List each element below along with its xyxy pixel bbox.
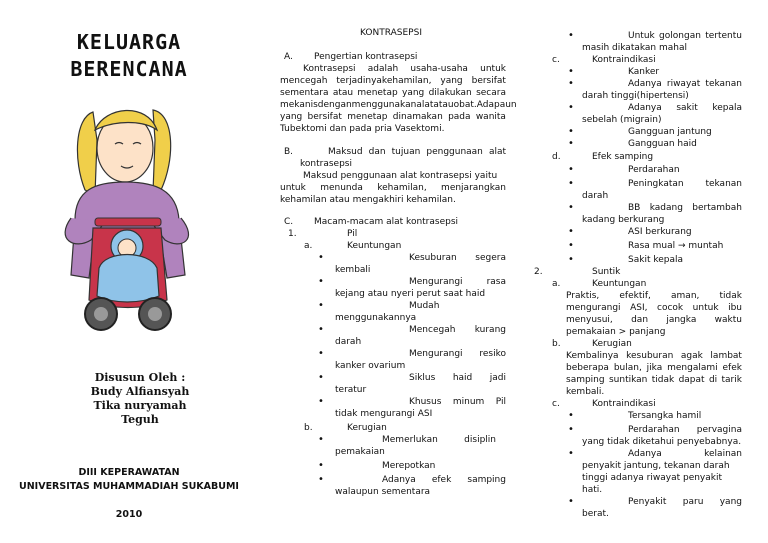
cover-title-line1: KELUARGA xyxy=(76,30,182,54)
program-name: DIII KEPERAWATAN xyxy=(78,467,180,478)
section-marker: B. xyxy=(284,147,294,157)
list-item: Gangguan jantung xyxy=(628,127,712,137)
sub-heading: Kerugian xyxy=(592,339,632,349)
text-line: menyusui, dan jangka waktu xyxy=(566,315,742,325)
list-item: Adanya riwayat tekanan xyxy=(628,79,742,89)
list-item-cont: sebelah (migrain) xyxy=(582,115,662,125)
list-item-cont: walaupun sementara xyxy=(335,487,431,497)
right-panel xyxy=(528,0,758,543)
list-item-cont: kanker ovarium xyxy=(335,361,406,371)
item-heading: Suntik xyxy=(592,267,621,277)
list-item: Untuk golongan tertentu xyxy=(628,31,742,41)
author-name: Budy Alfiansyah xyxy=(90,385,190,398)
list-item-cont: tidak mengurangi ASI xyxy=(335,409,433,419)
text-line: samping suntikan tidak dapat di tarik xyxy=(566,375,742,385)
list-item: Mengurangi rasa xyxy=(409,277,506,287)
text-line: mencegah terjadinyakehamilan, yang bersifat xyxy=(280,76,506,86)
item-heading: Pil xyxy=(347,229,358,239)
bullet-icon: • xyxy=(568,164,574,175)
sub-marker: a. xyxy=(304,241,313,251)
mother-hair xyxy=(77,112,97,195)
sub-marker: b. xyxy=(304,423,313,433)
sub-heading: Kerugian xyxy=(347,423,387,433)
text-line: Kembalinya kesuburan agak lambat xyxy=(566,351,742,361)
list-item: Penyakit paru yang xyxy=(628,497,742,507)
list-item-cont: kejang atau nyeri perut saat haid xyxy=(335,289,486,299)
list-item: Adanya kelainan xyxy=(628,449,742,459)
list-item-cont: teratur xyxy=(335,385,367,395)
list-item: Peningkatan tekanan xyxy=(628,179,742,189)
text-line: Kontrasepsi adalah usaha-usaha untuk xyxy=(303,64,506,74)
bullet-icon: • xyxy=(568,102,574,113)
sub-marker: b. xyxy=(552,339,561,349)
text-line: mekanis dengan menggunakan alat atau obat. Adapaun xyxy=(280,100,517,110)
text-line: mengurangi ASI, cocok untuk ibu xyxy=(566,303,742,313)
item-number: 1. xyxy=(288,229,297,239)
section-heading: Maksud dan tujuan penggunaan alat xyxy=(328,147,506,157)
list-item-cont: tinggi adanya riwayat penyakit xyxy=(582,473,723,483)
bullet-icon: • xyxy=(568,410,574,421)
bullet-icon: • xyxy=(318,460,324,471)
list-item-cont: yang tidak diketahui penyebabnya. xyxy=(582,437,742,447)
list-item: Perdarahan xyxy=(628,165,680,175)
list-item: Kesuburan segera xyxy=(409,253,506,263)
text-line: Praktis, efektif, aman, tidak xyxy=(566,291,742,301)
bullet-icon: • xyxy=(318,396,324,407)
text-line: beberapa bulan, jika mengalami efek xyxy=(566,363,742,373)
list-item-cont: menggunakannya xyxy=(335,313,417,323)
cover-panel xyxy=(0,0,258,543)
sub-marker: a. xyxy=(552,279,561,289)
bullet-icon: • xyxy=(568,30,574,41)
sub-heading: Kontraindikasi xyxy=(592,399,656,409)
list-item-cont: darah tinggi(hipertensi) xyxy=(582,91,689,101)
sub-heading: Kontraindikasi xyxy=(592,55,656,65)
list-item-cont: darah xyxy=(335,337,362,347)
item-number: 2. xyxy=(534,267,543,277)
list-item: ASI berkurang xyxy=(628,227,692,237)
list-item-cont: kembali xyxy=(335,265,371,275)
bullet-icon: • xyxy=(568,202,574,213)
text-line: kehamilan atau mengakhiri kehamilan. xyxy=(280,195,456,205)
author-name: Teguh xyxy=(121,413,159,426)
bullet-icon: • xyxy=(568,78,574,89)
cover-title-line2: BERENCANA xyxy=(70,57,188,81)
list-item: Adanya efek samping xyxy=(382,475,506,485)
list-item-cont: masih dikatakan mahal xyxy=(582,43,687,53)
list-item: BB kadang bertambah xyxy=(628,203,742,213)
text-line: yang bersifat menetap dinamakan pada wanita xyxy=(280,112,506,122)
middle-panel xyxy=(276,0,517,543)
text-line: Maksud penggunaan alat kontrasepsi yaitu xyxy=(303,171,498,181)
author-name: Tika nuryamah xyxy=(93,399,187,412)
bullet-icon: • xyxy=(318,276,324,287)
text-line: sementara atau menetap yang dilakukan secara xyxy=(280,88,506,98)
list-item: Merepotkan xyxy=(382,461,436,471)
list-item-cont: kadang berkurang xyxy=(582,215,665,225)
bullet-icon: • xyxy=(318,324,324,335)
list-item: Khusus minum Pil xyxy=(409,397,506,407)
bullet-icon: • xyxy=(318,252,324,263)
bullet-icon: • xyxy=(318,300,324,311)
bullet-icon: • xyxy=(318,434,324,445)
sub-marker: c. xyxy=(552,399,560,409)
university-name: UNIVERSITAS MUHAMMADIAH SUKABUMI xyxy=(19,481,239,492)
section-heading: Pengertian kontrasepsi xyxy=(314,52,418,62)
list-item-cont: penyakit jantung, tekanan darah xyxy=(582,461,730,471)
bullet-icon: • xyxy=(568,240,574,251)
bullet-icon: • xyxy=(568,138,574,149)
sub-heading: Keuntungan xyxy=(592,279,647,289)
list-item: Sakit kepala xyxy=(628,255,684,265)
list-item: Gangguan haid xyxy=(628,139,697,149)
list-item: Mengurangi resiko xyxy=(409,349,506,359)
list-item: Adanya sakit kepala xyxy=(628,103,742,113)
sub-heading: Keuntungan xyxy=(347,241,402,251)
sub-marker: c. xyxy=(552,55,560,65)
bullet-icon: • xyxy=(318,348,324,359)
bullet-icon: • xyxy=(568,448,574,459)
year: 2010 xyxy=(115,509,143,520)
section-heading: Macam-macam alat kontrasepsi xyxy=(314,217,459,227)
bullet-icon: • xyxy=(568,66,574,77)
section-marker: A. xyxy=(284,52,293,62)
text-line: pemakaian > panjang xyxy=(566,327,666,337)
sub-marker: d. xyxy=(552,152,561,162)
sub-heading: Efek samping xyxy=(592,152,654,162)
bullet-icon: • xyxy=(568,254,574,265)
list-item-cont: darah xyxy=(582,191,609,201)
list-item: Siklus haid jadi xyxy=(409,373,506,383)
authors-heading: Disusun Oleh : xyxy=(94,371,186,384)
text-line: kembali. xyxy=(566,387,605,397)
section-marker: C. xyxy=(284,217,294,227)
list-item: Mudah xyxy=(409,301,440,311)
bullet-icon: • xyxy=(568,496,574,507)
list-item: Rasa mual → muntah xyxy=(628,241,724,251)
text-line: untuk menunda kehamilan, menjarangkan xyxy=(280,183,506,193)
bullet-icon: • xyxy=(568,226,574,237)
list-item: Kanker xyxy=(628,67,660,77)
list-item: Tersangka hamil xyxy=(628,411,702,421)
list-item: Mencegah kurang xyxy=(409,325,506,335)
section-title: KONTRASEPSI xyxy=(360,28,422,38)
list-item: Perdarahan pervagina xyxy=(628,425,742,435)
bullet-icon: • xyxy=(318,372,324,383)
bullet-icon: • xyxy=(568,178,574,189)
list-item-cont: hati. xyxy=(582,485,603,495)
list-item: Memerlukan disiplin xyxy=(382,435,496,445)
bullet-icon: • xyxy=(318,474,324,485)
section-heading: kontrasepsi xyxy=(300,159,352,169)
list-item-cont: pemakaian xyxy=(335,447,385,457)
bullet-icon: • xyxy=(568,126,574,137)
mother-stroller-illustration xyxy=(35,100,225,340)
text-line: Tubektomi dan pada pria Vasektomi. xyxy=(280,124,445,134)
bullet-icon: • xyxy=(568,424,574,435)
list-item-cont: berat. xyxy=(582,509,609,519)
